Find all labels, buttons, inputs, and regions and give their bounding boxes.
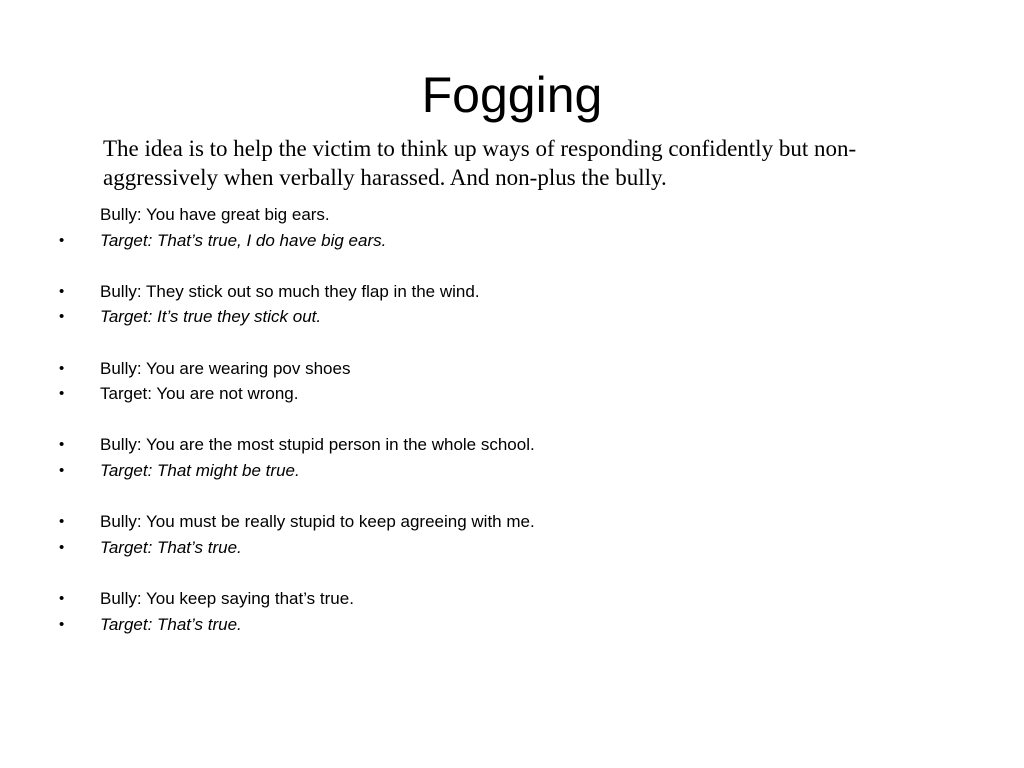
dialogue-line [0, 279, 1024, 305]
dialogue-line [0, 586, 1024, 612]
dialogue-line [0, 458, 1024, 484]
slide-title: Fogging [421, 67, 603, 123]
bullet-icon: • [59, 513, 65, 531]
target-line-text: Target: That might be true. [100, 460, 300, 480]
target-line-text: Target: It’s true they stick out. [100, 307, 322, 327]
dialogue-line [0, 356, 1024, 382]
dialogue-line [0, 612, 1024, 638]
bullet-icon: • [59, 385, 65, 403]
dialogue-line [0, 228, 1024, 254]
target-line-text: Target: That’s true, I do have big ears. [100, 230, 387, 250]
dialogue-line [0, 202, 1024, 228]
dialogue-line [0, 304, 1024, 330]
intro-paragraph: The idea is to help the victim to think up ways of responding confidently but non-aggressively when verbally harassed. And non-plus the bully. [103, 136, 857, 190]
bully-line-text: Bully: You are wearing pov shoes [100, 358, 351, 378]
bullet-icon: • [59, 436, 65, 454]
spacer-line [0, 484, 1024, 510]
bully-line-text: Bully: You must be really stupid to keep agreeing with me. [100, 512, 535, 532]
spacer-line [0, 560, 1024, 586]
bullet-icon: • [59, 615, 65, 633]
dialogue-list [0, 202, 1024, 637]
bullet-icon: • [59, 538, 65, 556]
spacer-line [0, 253, 1024, 279]
bully-line-text: Bully: You have great big ears. [100, 205, 330, 224]
bully-line-text: Bully: They stick out so much they flap in the wind. [100, 281, 480, 301]
dialogue-line [0, 381, 1024, 407]
spacer-line [0, 330, 1024, 356]
bullet-icon: • [59, 461, 65, 479]
target-line-text: Target: That’s true. [100, 614, 242, 634]
bullet-icon: • [59, 359, 65, 377]
bully-line-text: Bully: You are the most stupid person in the whole school. [100, 435, 535, 455]
dialogue-line [0, 509, 1024, 535]
bullet-icon: • [59, 308, 65, 326]
bully-line-text: Bully: You keep saying that’s true. [100, 588, 354, 608]
spacer-line [0, 407, 1024, 433]
bullet-icon: • [59, 282, 65, 300]
target-line-text: Target: You are not wrong. [100, 384, 299, 404]
dialogue-line [0, 535, 1024, 561]
bullet-icon: • [59, 589, 65, 607]
target-line-text: Target: That’s true. [100, 537, 242, 557]
bullet-icon: • [59, 231, 65, 249]
dialogue-line [0, 432, 1024, 458]
